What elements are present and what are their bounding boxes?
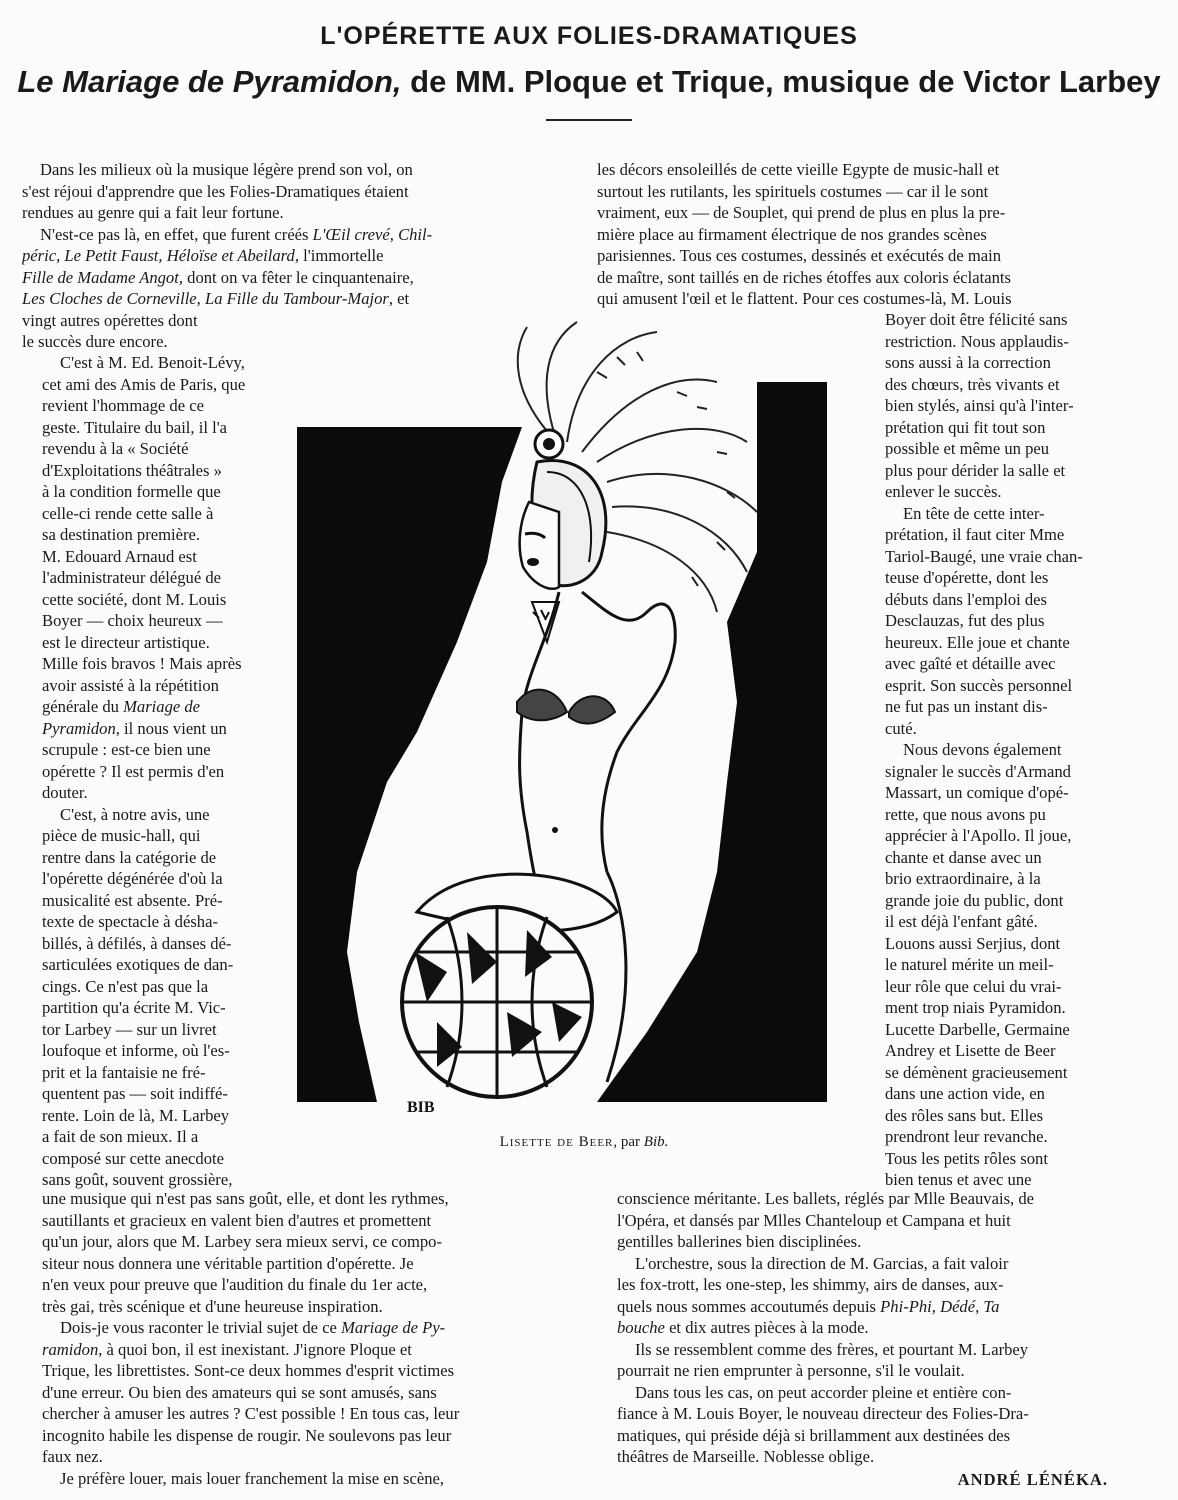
col-right-narrow-line: esprit. Son succès personnel	[885, 675, 1073, 695]
col-right-bottom-line: bouche et dix autres pièces à la mode.	[617, 1318, 869, 1337]
col-left-narrow-line: a fait de son mieux. Il a	[42, 1127, 199, 1146]
col-left-narrow-line: générale du Mariage de	[42, 697, 201, 716]
col-right-bottom-line: matiques, qui préside déjà si brillamment aux destinées des	[617, 1425, 1011, 1445]
col-right-top-line: mière place au firmament électrique de nos grandes scènes	[597, 224, 987, 244]
col-left-bottom-line: Je préfère louer, mais louer franchement la mise en scène,	[60, 1468, 445, 1488]
col-right-top-line: vraiment, eux — de Souplet, qui prend de plus en plus la pre-	[597, 203, 1006, 222]
col-left-top-line: N'est-ce pas là, en effet, que furent créés L'Œil crevé, Chil-	[40, 224, 433, 244]
col-right-narrow-line: rette, que nous avons pu	[885, 804, 1046, 824]
illustration-lisette-de-beer	[297, 312, 871, 1140]
col-right-narrow-line: dans une action vide, en	[885, 1084, 1045, 1103]
col-left-top-line: péric, Le Petit Faust, Héloïse et Abeilard, l'immortelle	[22, 246, 384, 265]
author-signature: ANDRÉ LÉNÉKA.	[957, 1470, 1108, 1489]
col-right-narrow-line: Massart, un comique d'opé-	[885, 783, 1069, 802]
col-right-narrow-line: prétation, il faut citer Mme	[885, 525, 1065, 544]
col-right-narrow-line: débuts dans l'emploi des	[885, 589, 1047, 609]
col-left-narrow-line: à la condition formelle que	[42, 482, 221, 501]
col-right-narrow-line: Nous devons également	[903, 740, 1062, 759]
col-left-narrow-line: partition qu'a écrite M. Vic-	[42, 998, 226, 1017]
col-left-narrow-line: Pyramidon, il nous vient un	[42, 718, 227, 738]
artist-monogram: BIB	[407, 1099, 435, 1116]
col-left-narrow-line: avoir assisté à la répétition	[42, 675, 219, 695]
col-right-narrow-line: enlever le succès.	[885, 482, 1002, 501]
col-left-narrow-line: tor Larbey — sur un livret	[42, 1019, 217, 1039]
col-right-narrow-line: le naturel mérite un meil-	[885, 955, 1054, 974]
col-left-bottom-line: Dois-je vous raconter le trivial sujet de ce Mariage de Py-	[60, 1318, 446, 1337]
col-left-narrow-line: Mille fois bravos ! Mais après	[42, 654, 242, 673]
col-left-bottom-line: très gai, très scénique et d'une heureuse inspiration.	[42, 1296, 383, 1316]
col-right-narrow-line: restriction. Nous applaudis-	[885, 331, 1069, 351]
col-left-bottom-line: siteur nous donnera une véritable partition d'opérette. Je	[42, 1253, 414, 1273]
col-right-bottom-line: Ils se ressemblent comme des frères, et pourtant M. Larbey	[635, 1339, 1029, 1359]
col-left-bottom-line: sautillants et gracieux en valent bien d'autres et promettent	[42, 1210, 432, 1230]
col-left-top-line: s'est réjoui d'apprendre que les Folies-Dramatiques étaient	[22, 181, 409, 201]
section-kicker: L'OPÉRETTE AUX FOLIES-DRAMATIQUES	[320, 22, 858, 50]
col-left-narrow-line: sarticulées exotiques de dan-	[42, 955, 234, 974]
col-right-top-line: qui amusent l'œil et le flattent. Pour ces costumes-là, M. Louis	[597, 289, 1012, 308]
col-left-narrow-line: loufoque et informe, où l'es-	[42, 1041, 230, 1060]
col-right-narrow-line: Louons aussi Serjius, dont	[885, 933, 1061, 953]
col-left-narrow-line: geste. Titulaire du bail, il l'a	[42, 417, 228, 437]
col-left-narrow-line: texte de spectacle à désha-	[42, 912, 218, 931]
col-left-narrow-line: cings. Ce n'est pas que la	[42, 976, 209, 996]
col-left-narrow-line: quentent pas — soit indiffé-	[42, 1084, 228, 1103]
col-left-bottom-line: n'en veux pour preuve que l'audition du finale du 1er acte,	[42, 1275, 428, 1294]
caricature-drawing	[297, 312, 871, 1140]
col-left-narrow-line: rente. Loin de là, M. Larbey	[42, 1105, 230, 1125]
col-left-bottom-line: chercher à amuser les autres ? C'est possible ! En tous cas, leur	[42, 1404, 460, 1423]
col-right-narrow-line: des rôles sans but. Elles	[885, 1105, 1044, 1125]
col-left-narrow-line: C'est, à notre avis, une	[60, 804, 210, 824]
col-right-narrow-line: cuté.	[885, 718, 917, 738]
col-right-narrow-line: avec gaîté et détaille avec	[885, 654, 1056, 673]
col-left-narrow-line: cette société, dont M. Louis	[42, 589, 227, 609]
col-left-top-line: vingt autres opérettes dont	[22, 310, 198, 330]
col-left-narrow-line: M. Edouard Arnaud est	[42, 546, 197, 566]
col-right-narrow-line: Tariol-Baugé, une vraie chan-	[885, 546, 1083, 566]
col-right-bottom-line: L'orchestre, sous la direction de M. Garcias, a fait valoir	[635, 1253, 1009, 1273]
col-left-narrow-line: Boyer — choix heureux —	[42, 611, 223, 630]
col-left-narrow-line: cet ami des Amis de Paris, que	[42, 374, 246, 394]
col-right-narrow-line: heureux. Elle joue et chante	[885, 632, 1070, 652]
col-left-narrow-line: musicalité est absente. Pré-	[42, 890, 223, 910]
col-right-bottom-line: gentilles ballerines bien disciplinées.	[617, 1232, 862, 1251]
col-right-narrow-line: des chœurs, très vivants et	[885, 374, 1060, 394]
col-right-bottom-line: Dans tous les cas, on peut accorder pleine et entière con-	[635, 1382, 1012, 1402]
col-left-bottom-line: qu'un jour, alors que M. Larbey sera mieux servi, ce compo-	[42, 1232, 442, 1251]
col-right-narrow-line: Lucette Darbelle, Germaine	[885, 1019, 1070, 1039]
col-left-narrow-line: sans goût, souvent grossière,	[42, 1170, 233, 1189]
headline-credits: de MM. Ploque et Trique, musique de Victor Larbey	[401, 64, 1161, 99]
col-right-narrow-line: prétation qui fit tout son	[885, 417, 1046, 437]
col-right-narrow-line: ne fut pas un instant dis-	[885, 697, 1048, 716]
col-right-narrow-line: teuse d'opérette, dont les	[885, 568, 1049, 587]
col-left-narrow-line: douter.	[42, 783, 88, 802]
col-right-top-line: surtout les rutilants, les spirituels costumes — car il le sont	[597, 181, 989, 201]
col-right-narrow-line: brio extraordinaire, à la	[885, 869, 1041, 888]
col-right-narrow-line: possible et même un peu	[885, 439, 1050, 458]
col-left-narrow-line: celle-ci rende cette salle à	[42, 503, 214, 523]
col-left-narrow-line: prit et la fantaisie ne fré-	[42, 1062, 206, 1082]
col-left-narrow-line: pièce de music-hall, qui	[42, 826, 201, 845]
col-left-narrow-line: l'opérette dégénérée d'où la	[42, 869, 223, 888]
col-right-bottom-line: conscience méritante. Les ballets, réglés par Mlle Beauvais, de	[617, 1189, 1034, 1208]
col-left-top-line: Fille de Madame Angot, dont on va fêter le cinquantenaire,	[22, 267, 414, 287]
col-right-narrow-line: Andrey et Lisette de Beer	[885, 1041, 1056, 1060]
col-left-narrow-line: l'administrateur délégué de	[42, 568, 221, 587]
col-left-narrow-line: rentre dans la catégorie de	[42, 847, 217, 867]
col-right-narrow-line: grande joie du public, dont	[885, 890, 1064, 910]
col-left-narrow-line: billés, à défilés, à danses dé-	[42, 933, 232, 953]
col-left-narrow-line: sa destination première.	[42, 525, 201, 544]
col-right-bottom-line: l'Opéra, et dansés par Mlles Chanteloup et Campana et huit	[617, 1210, 1011, 1230]
col-right-narrow-line: sons aussi à la correction	[885, 353, 1051, 372]
col-right-narrow-line: bien tenus et avec une	[885, 1170, 1032, 1189]
article-headline	[0, 64, 1178, 100]
col-left-narrow-line: scrupule : est-ce bien une	[42, 740, 211, 759]
col-right-narrow-line: ment trop niais Pyramidon.	[885, 998, 1066, 1017]
col-right-top-line: parisiennes. Tous ces costumes, dessinés et exécutés de main	[597, 246, 1002, 265]
title-divider	[546, 119, 632, 121]
col-left-bottom-line: une musique qui n'est pas sans goût, elle, et dont les rythmes,	[42, 1189, 449, 1208]
col-left-narrow-line: revendu à la « Société	[42, 439, 189, 458]
col-left-bottom-line: d'une erreur. Ou bien des amateurs qui se sont amusés, sans	[42, 1382, 437, 1402]
col-left-narrow-line: composé sur cette anecdote	[42, 1148, 224, 1168]
caption-artist: Bib.	[643, 1134, 669, 1150]
col-right-narrow-line: Tous les petits rôles sont	[885, 1148, 1048, 1168]
col-left-bottom-line: incognito habile les dispense de rougir. Ne soulevons pas leur	[42, 1425, 452, 1445]
col-left-narrow-line: est le directeur artistique.	[42, 632, 210, 652]
col-left-bottom-line: Trique, les librettistes. Sont-ce deux hommes d'esprit victimes	[42, 1361, 455, 1380]
col-right-narrow-line: Desclauzas, fut des plus	[885, 611, 1045, 630]
col-right-narrow-line: prendront leur revanche.	[885, 1127, 1048, 1146]
col-right-narrow-line: Boyer doit être félicité sans	[885, 310, 1068, 329]
col-left-narrow-line: revient l'hommage de ce	[42, 396, 204, 415]
col-left-narrow-line: C'est à M. Ed. Benoit-Lévy,	[60, 353, 245, 372]
col-right-bottom-line: fiance à M. Louis Boyer, le nouveau directeur des Folies-Dra-	[617, 1404, 1029, 1423]
col-left-narrow-line: d'Exploitations théâtrales »	[42, 460, 222, 480]
caption-subject: Lisette de Beer	[499, 1134, 614, 1150]
col-right-bottom-line: quels nous sommes accoutumés depuis Phi-Phi, Dédé, Ta	[617, 1296, 1000, 1316]
col-left-narrow-line: opérette ? Il est permis d'en	[42, 761, 225, 781]
col-left-bottom-line: faux nez.	[42, 1447, 103, 1466]
col-left-top-line: Dans les milieux où la musique légère prend son vol, on	[40, 160, 413, 179]
caption-joiner: , par	[613, 1134, 644, 1150]
col-right-bottom-line: pourrait ne rien emprunter à personne, s'il le voulait.	[617, 1361, 965, 1380]
col-right-narrow-line: il est déjà l'enfant gâté.	[885, 912, 1038, 931]
col-right-narrow-line: apprécier à l'Apollo. Il joue,	[885, 826, 1072, 845]
col-right-bottom-line: les fox-trott, les one-step, les shimmy, airs de danses, aux-	[617, 1275, 1004, 1294]
col-right-narrow-line: En tête de cette inter-	[903, 503, 1045, 523]
col-right-top-line: de maître, sont taillés en de riches étoffes aux coloris éclatants	[597, 267, 1011, 287]
figure-caption	[297, 1134, 871, 1151]
col-right-narrow-line: signaler le succès d'Armand	[885, 761, 1071, 781]
col-right-narrow-line: leur rôle que celui du vrai-	[885, 976, 1062, 996]
col-left-top-line: rendues au genre qui a fait leur fortune.	[22, 203, 284, 222]
col-left-top-line: le succès dure encore.	[22, 332, 168, 351]
col-left-bottom-line: ramidon, à quoi bon, il est inexistant. J'ignore Ploque et	[42, 1339, 412, 1359]
col-right-narrow-line: se démènent gracieusement	[885, 1062, 1068, 1082]
col-left-top-line: Les Cloches de Corneville, La Fille du Tambour-Major, et	[22, 289, 410, 308]
col-right-bottom-line: théâtres de Marseille. Noblesse oblige.	[617, 1447, 875, 1466]
col-right-top-line: les décors ensoleillés de cette vieille Egypte de music-hall et	[597, 160, 1000, 179]
col-right-narrow-line: plus pour dérider la salle et	[885, 460, 1066, 480]
col-right-narrow-line: bien stylés, ainsi qu'à l'inter-	[885, 396, 1074, 415]
col-right-narrow-line: chante et danse avec un	[885, 847, 1042, 867]
headline-play-title: Le Mariage de Pyramidon,	[17, 64, 402, 99]
